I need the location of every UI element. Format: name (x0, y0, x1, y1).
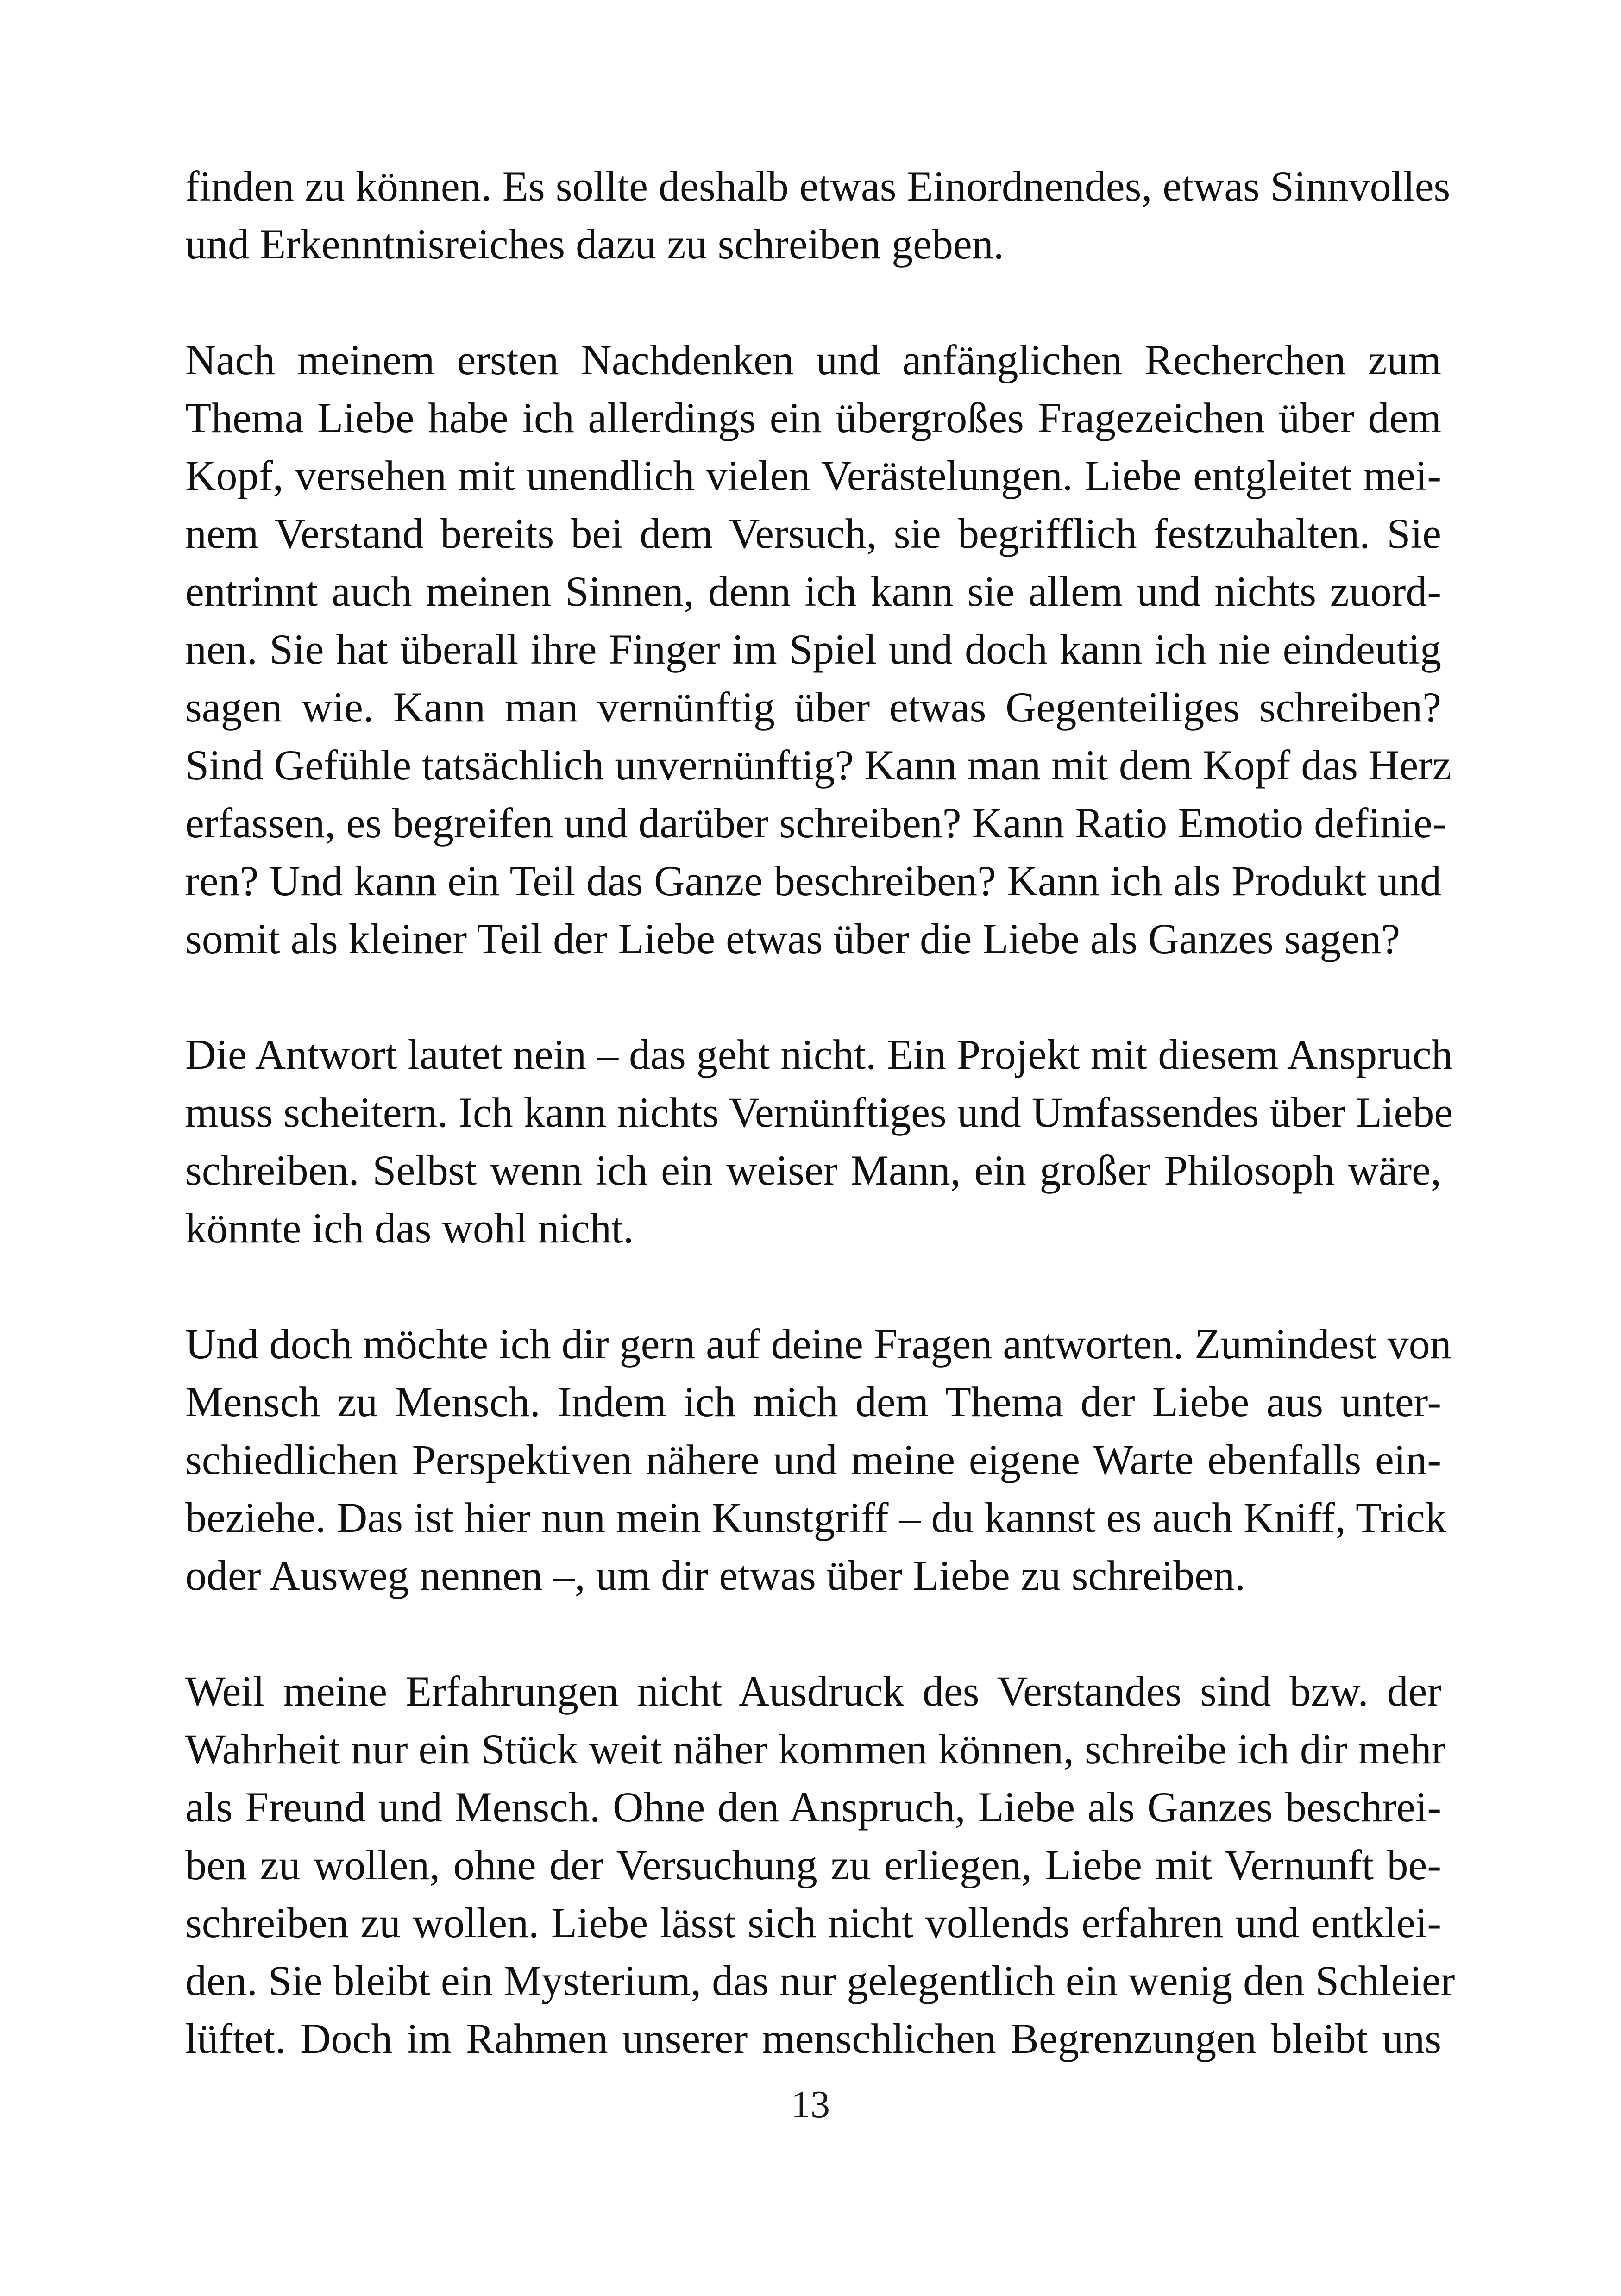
page-number: 13 (791, 2083, 830, 2126)
paragraph (185, 331, 1451, 968)
text-line: erfassen, es begreifen und darüber schreiben? Kann Ratio Emotio definie- (185, 799, 1447, 847)
paragraph (185, 1026, 1453, 1257)
text-line: als Freund und Mensch. Ohne den Anspruch, Liebe als Ganzes beschrei- (185, 1783, 1441, 1831)
paragraph (185, 1315, 1451, 1605)
text-line: Sind Gefühle tatsächlich unvernünftig? Kann man mit dem Kopf das Herz (185, 741, 1451, 789)
text-line: schiedlichen Perspektiven nähere und meine eigene Warte ebenfalls ein- (185, 1436, 1441, 1483)
text-line: ren? Und kann ein Teil das Ganze beschreiben? Kann ich als Produkt und (185, 857, 1441, 904)
text-line: den. Sie bleibt ein Mysterium, das nur gelegentlich ein wenig den Schleier (185, 1957, 1455, 2004)
text-line: Und doch möchte ich dir gern auf deine Fragen antworten. Zumindest von (185, 1320, 1451, 1368)
text-line: Wahrheit nur ein Stück weit näher kommen können, schreibe ich dir mehr (185, 1725, 1446, 1773)
paragraph (185, 1662, 1455, 2068)
text-line: finden zu können. Es sollte deshalb etwas Einordnendes, etwas Sinnvolles (185, 163, 1451, 210)
text-line: Kopf, versehen mit unendlich vielen Verästelungen. Liebe entgleitet mei- (185, 452, 1441, 499)
text-line: Thema Liebe habe ich allerdings ein übergroßes Fragezeichen über dem (185, 394, 1441, 441)
text-line: beziehe. Das ist hier nun mein Kunstgriff – du kannst es auch Kniff, Trick (185, 1494, 1446, 1541)
text-line: entrinnt auch meinen Sinnen, denn ich kann sie allem und nichts zuord- (185, 568, 1441, 615)
text-line: nem Verstand bereits bei dem Versuch, sie begrifflich festzuhalten. Sie (185, 510, 1441, 557)
paragraph (185, 157, 1451, 273)
text-line: und Erkenntnisreiches dazu zu schreiben geben. (185, 220, 1004, 268)
text-line: könnte ich das wohl nicht. (185, 1204, 634, 1252)
text-line: Die Antwort lautet nein – das geht nicht. Ein Projekt mit diesem Anspruch (185, 1031, 1453, 1078)
body-text (185, 157, 1455, 2068)
text-line: schreiben zu wollen. Liebe lässt sich nicht vollends erfahren und entklei- (185, 1899, 1441, 1946)
text-line: ben zu wollen, ohne der Versuchung zu erliegen, Liebe mit Vernunft be- (185, 1841, 1441, 1888)
text-line: sagen wie. Kann man vernünftig über etwas Gegenteiliges schreiben? (185, 684, 1441, 731)
text-line: nen. Sie hat überall ihre Finger im Spiel und doch kann ich nie eindeutig (185, 626, 1441, 673)
text-line: Nach meinem ersten Nachdenken und anfänglichen Recherchen zum (185, 336, 1441, 383)
text-line: lüftet. Doch im Rahmen unserer menschlichen Begrenzungen bleibt uns (185, 2015, 1441, 2062)
text-line: Weil meine Erfahrungen nicht Ausdruck des Verstandes sind bzw. der (185, 1668, 1441, 1715)
text-line: oder Ausweg nennen –, um dir etwas über Liebe zu schreiben. (185, 1552, 1246, 1599)
text-line: schreiben. Selbst wenn ich ein weiser Mann, ein großer Philosoph wäre, (185, 1147, 1441, 1194)
text-line: muss scheitern. Ich kann nichts Vernünftiges und Umfassendes über Liebe (185, 1089, 1453, 1136)
text-line: somit als kleiner Teil der Liebe etwas über die Liebe als Ganzes sagen? (185, 915, 1401, 962)
text-line: Mensch zu Mensch. Indem ich mich dem Thema der Liebe aus unter- (185, 1378, 1441, 1425)
